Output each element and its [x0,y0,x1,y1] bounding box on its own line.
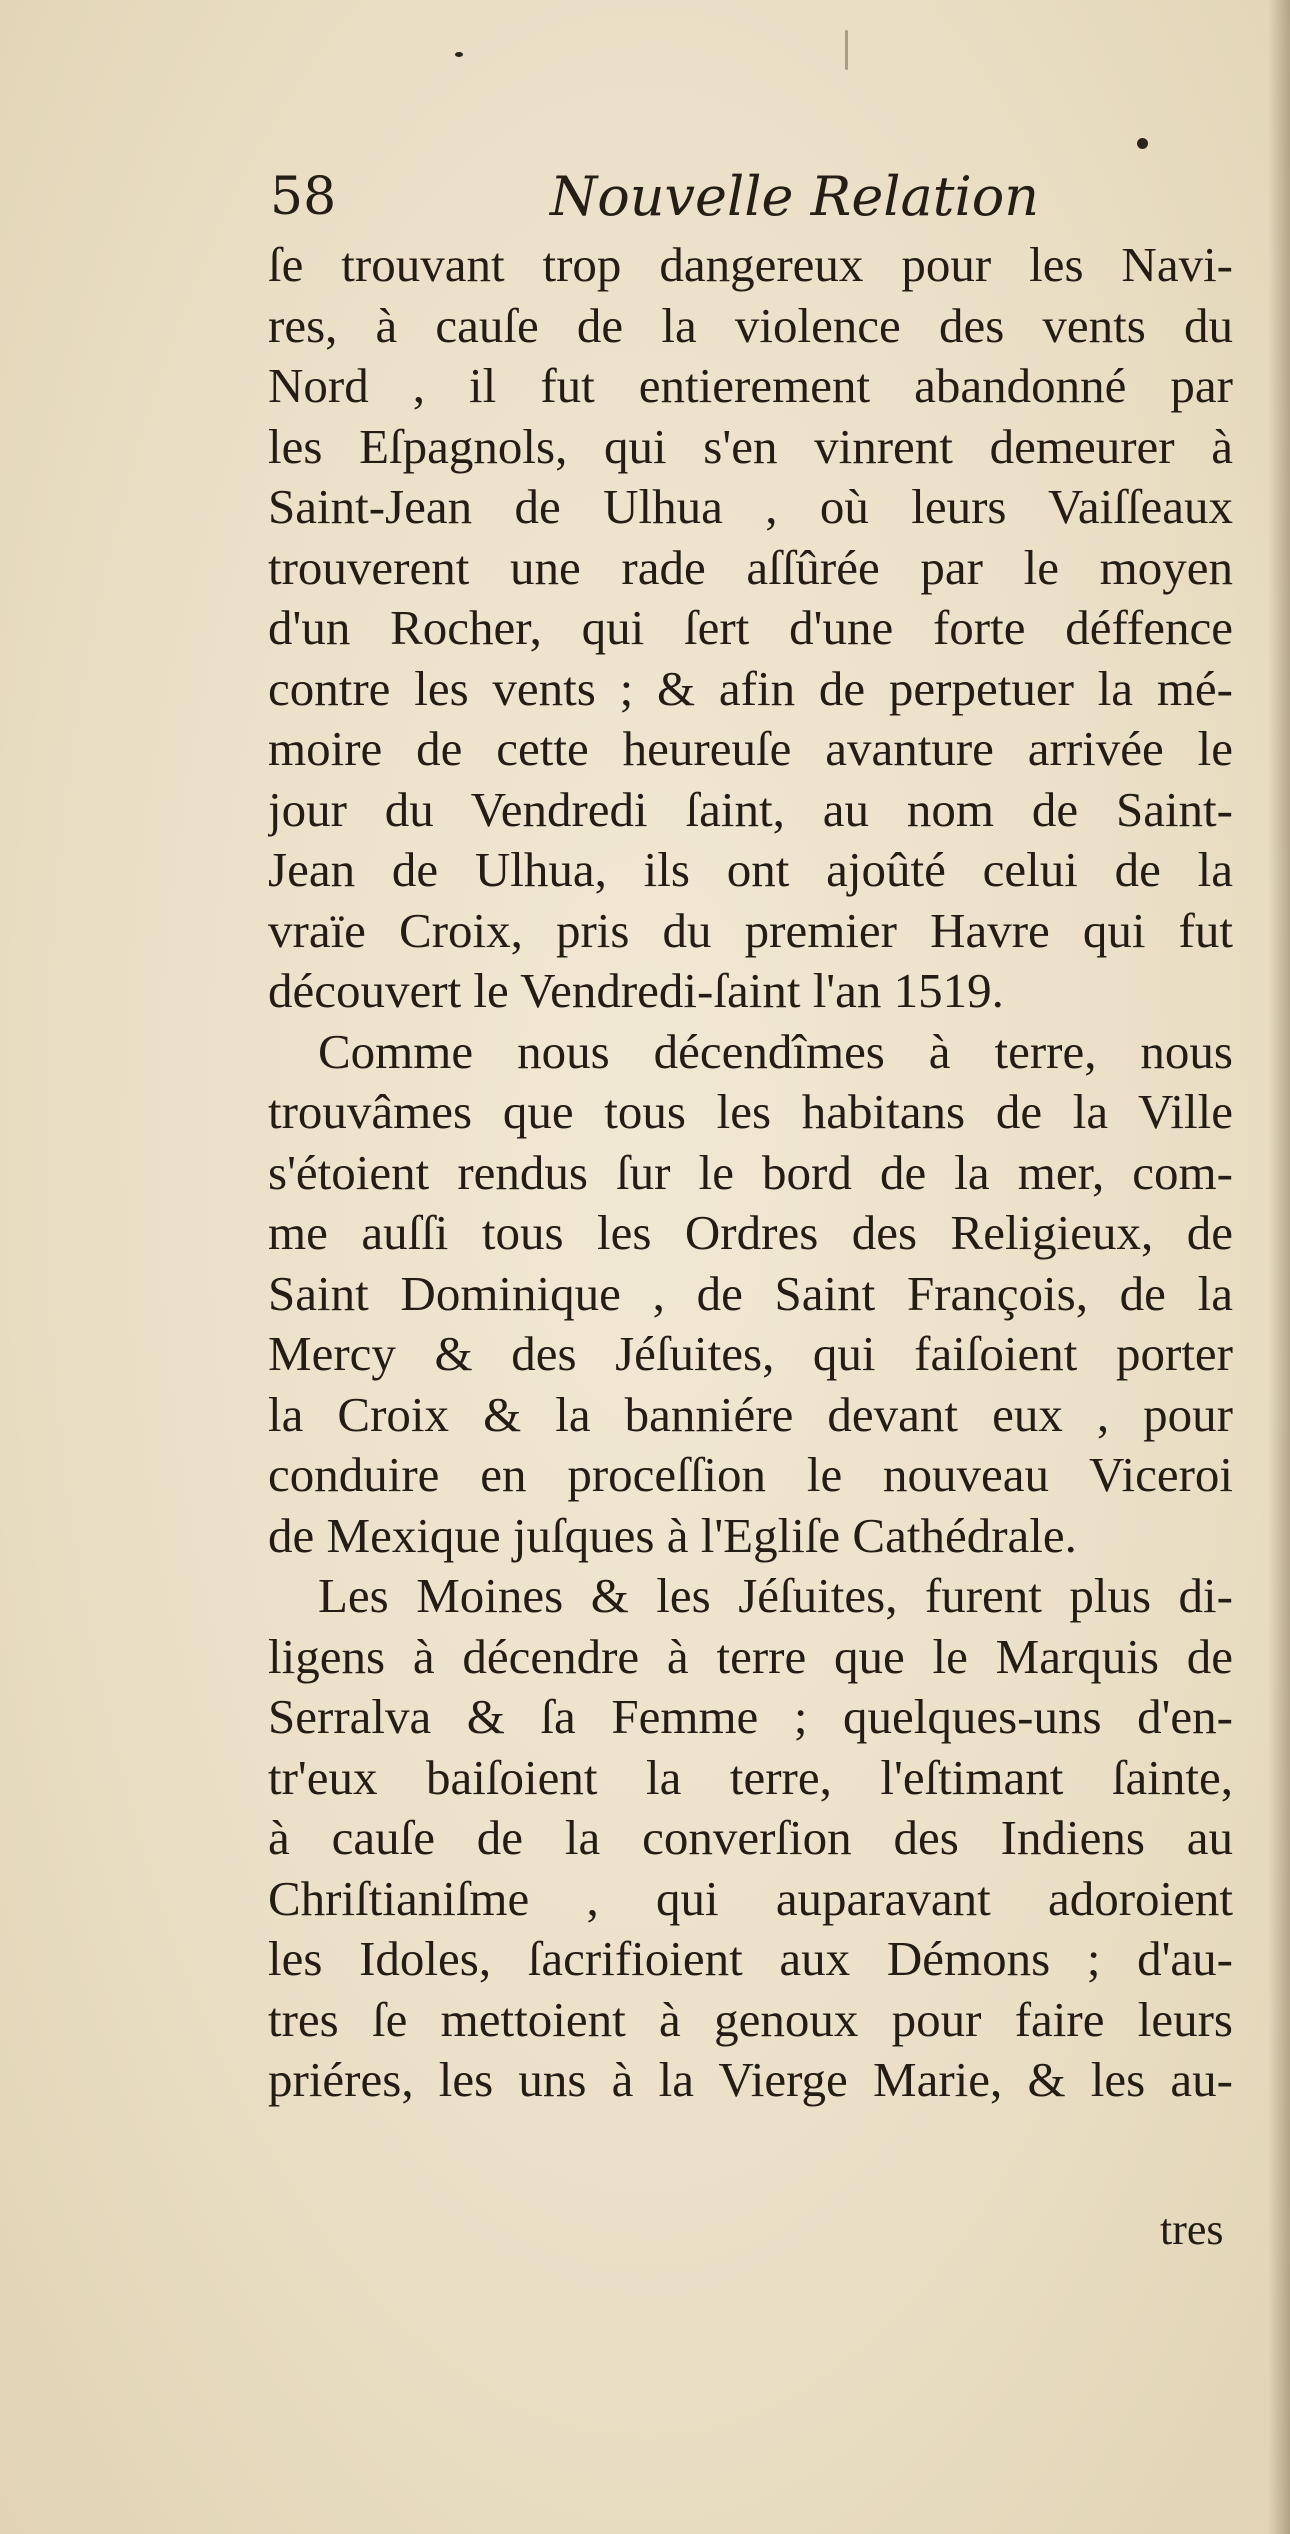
text-line: jour du Vendredi ſaint, au nom de Saint- [268,781,1233,837]
text-line: les Idoles, ſacrifioient aux Démons ; d'au- [268,1931,1233,1986]
page-header [270,162,1170,232]
text-line: s'étoient rendus ſur le bord de la mer, com- [268,1144,1233,1200]
text-line: découvert le Vendredi-ſaint l'an 1519. [268,963,1004,1018]
body-text [268,235,1233,2111]
text-line: ſe trouvant trop dangereux pour les Navi- [268,237,1233,292]
text-line: me auſſi tous les Ordres des Religieux, de [268,1205,1233,1260]
text-line: priéres, les uns à la Vierge Marie, & les au- [268,2052,1233,2107]
page-edge-shadow [1268,0,1290,2534]
text-line: Jean de Ulhua, ils ont ajoûté celui de la [268,842,1233,897]
text-line: Saint Dominique , de Saint François, de la [268,1265,1233,1321]
text-line: d'un Rocher, qui ſert d'une forte déffence [268,600,1233,655]
text-line: conduire en proceſſion le nouveau Viceroi [268,1447,1233,1502]
text-line: ligens à décendre à terre que le Marquis de [268,1628,1233,1684]
text-line: moire de cette heureuſe avanture arrivée le [268,721,1233,776]
text-line: la Croix & la banniére devant eux , pour [268,1386,1233,1442]
ink-speck [1137,138,1148,149]
text-line: Mercy & des Jéſuites, qui faiſoient porter [268,1326,1233,1381]
running-title: Nouvelle Relation [550,165,1040,228]
text-line: de Mexique juſques à l'Egliſe Cathédrale. [268,1507,1077,1563]
text-line: vraïe Croix, pris du premier Havre qui fut [268,902,1233,958]
text-line: Nord , il fut entierement abandonné par [268,358,1233,413]
text-line: à cauſe de la converſion des Indiens au [268,1810,1233,1865]
catchword: tres [1160,2205,1224,2254]
ink-speck [845,30,848,70]
text-line: res, à cauſe de la violence des vents du [268,297,1233,353]
text-line: Serralva & ſa Femme ; quelques-uns d'en- [268,1689,1233,1744]
ink-speck [455,52,463,57]
text-line: trouvâmes que tous les habitans de la Ville [268,1084,1233,1139]
text-line: trouverent une rade aſſûrée par le moyen [268,539,1233,595]
page-number: 58 [270,167,337,227]
paragraph-start-line: Comme nous décendîmes à terre, nous [318,1023,1233,1079]
text-line: tres ſe mettoient à genoux pour faire leurs [268,1991,1233,2047]
text-line: tr'eux baiſoient la terre, l'eſtimant ſainte, [268,1749,1233,1805]
text-line: les Eſpagnols, qui s'en vinrent demeurer à [268,418,1233,474]
text-line: Chriſtianiſme , qui auparavant adoroient [268,1870,1233,1926]
paragraph-start-line: Les Moines & les Jéſuites, furent plus di- [318,1568,1233,1623]
text-line: Saint-Jean de Ulhua , où leurs Vaiſſeaux [268,479,1233,534]
text-line: contre les vents ; & afin de perpetuer la mé- [268,660,1233,716]
